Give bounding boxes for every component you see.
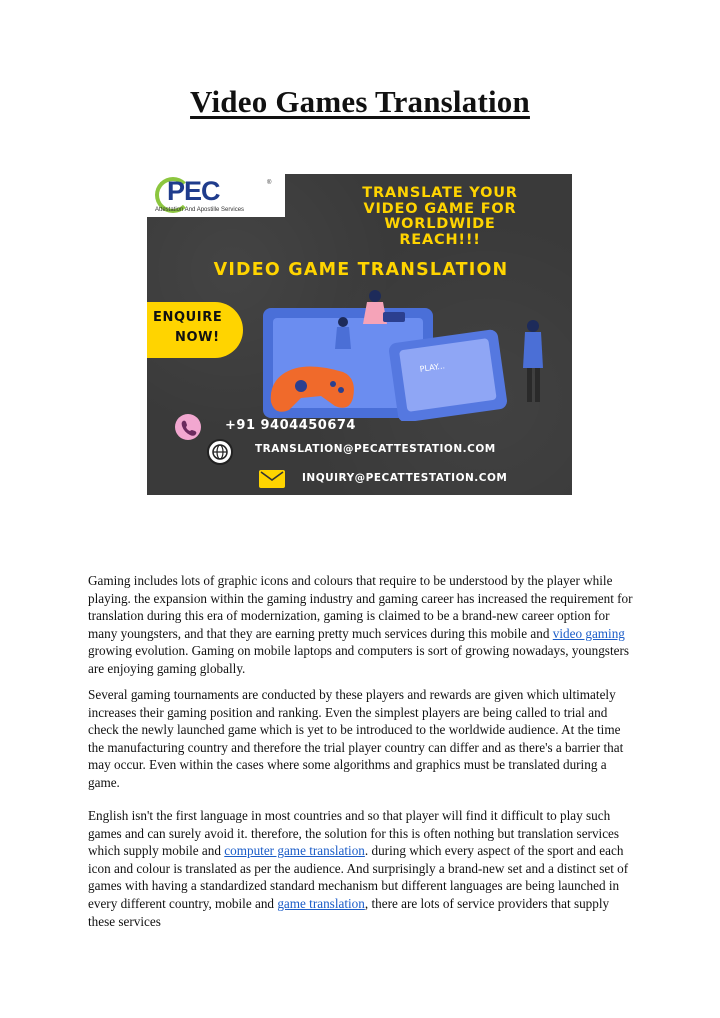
paragraph-3-text-a: English isn't the first language in most countries and so that player will find it difficult to play such games and can surely avoid it. therefore, the solution for this is often nothing but translation services which supply mobile and — [88, 808, 620, 859]
headline-line-4: REACH!!! — [399, 231, 481, 248]
enquire-now-badge — [147, 302, 243, 358]
logo-trademark: ® — [267, 180, 272, 186]
inquiry-email: INQUIRY@PECATTESTATION.COM — [302, 472, 508, 484]
person-standing-icon — [523, 320, 543, 402]
paragraph-3-text-b: . during which every aspect of the sport and each icon and colour is translated as per the audience. And surprisingly a brand-new set and a distinct set of games with having a standardized standard mechanism but different languages are being launched in every different country, mobile and — [88, 843, 629, 911]
headline-line-1: TRANSLATE YOUR — [362, 185, 518, 201]
play-label: PLAY... — [419, 361, 446, 374]
pec-logo — [147, 174, 285, 217]
paragraph-3-text-c: , there are lots of service providers that supply these services — [88, 895, 610, 929]
banner-headline — [315, 186, 565, 248]
enquire-line-2: NOW! — [175, 330, 220, 345]
globe-icon — [207, 439, 233, 465]
paragraph-1-text-a: Gaming includes lots of graphic icons and colours that require to be understood by the player while playing. the expansion within the gaming industry and gaming career has increased the requirement for translation during this era of modernization, gaming is claimed to be a brand-new career option for many youngsters, and that they are earning pretty much services during this mobile and — [88, 573, 633, 641]
enquire-line-1: ENQUIRE — [153, 310, 223, 325]
gaming-illustration — [243, 286, 563, 421]
translation-email: TRANSLATION@PECATTESTATION.COM — [255, 443, 496, 455]
logo-subtitle: Attestation And Apostille Services — [155, 207, 245, 213]
phone-number: +91 9404450674 — [225, 418, 356, 433]
phone-icon — [175, 414, 201, 440]
mail-icon — [259, 470, 285, 488]
paragraph-2: Several gaming tournaments are conducted by these players and rewards are given which ultimately increases their gaming position and ranking. Even the simplest players are being called to trial and check the newly launched game which is yet to be introduced to the worldwide audience. At the time the manufacturing country and therefore the trial player country can differ and as there's a barrier that may occur. Even within the cases where some algorithms and graphics must be translated during a game. — [88, 687, 624, 790]
promo-banner-image — [147, 174, 572, 495]
game-translation-link[interactable]: game translation — [277, 895, 365, 911]
paragraph-1-text-b: growing evolution. Gaming on mobile laptops and computers is sort of growing nowadays, youngsters are enjoying gaming globally. — [88, 643, 629, 676]
computer-game-translation-link[interactable]: computer game translation — [224, 843, 365, 859]
headline-line-2: VIDEO GAME FOR — [363, 200, 517, 217]
paragraph-1 — [88, 572, 636, 678]
headline-line-3: WORLDWIDE — [384, 216, 496, 232]
paragraph-3 — [88, 807, 636, 930]
person-sitting-icon — [363, 290, 405, 324]
banner-main-heading: VIDEO GAME TRANSLATION — [213, 260, 509, 280]
logo-text: PEC — [167, 176, 220, 206]
video-gaming-link[interactable]: video gaming — [552, 625, 625, 641]
tablet-screen — [399, 338, 497, 412]
page-title: Video Games Translation — [190, 84, 530, 119]
